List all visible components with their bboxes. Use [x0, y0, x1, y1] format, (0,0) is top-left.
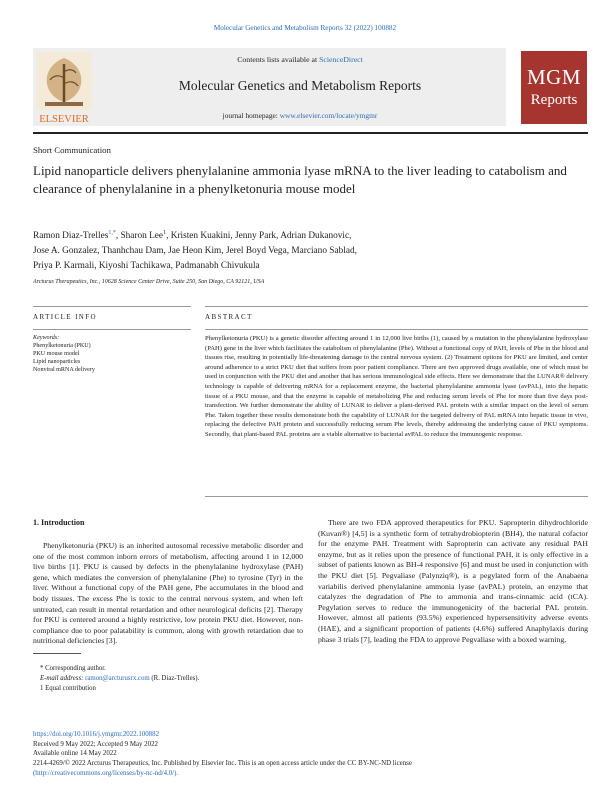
- keyword-item: PKU mouse model: [33, 351, 80, 357]
- authors-line2: Jose A. Gonzalez, Thanhchau Dam, Jae Heon Kim, Jerel Boyd Vega, Marciano Sablad,: [33, 246, 357, 257]
- homepage-link[interactable]: www.elsevier.com/locate/ymgmr: [279, 111, 378, 120]
- affiliation: Arcturus Therapeutics, Inc., 10628 Science Center Drive, Suite 250, San Diego, CA 92121, USA: [33, 279, 265, 285]
- cover-mgm-text: MGM: [526, 65, 581, 89]
- abstract-divider: [205, 306, 588, 307]
- article-info-divider: [33, 306, 191, 307]
- doi-link[interactable]: https://doi.org/10.1016/j.ymgmr.2022.100882: [33, 731, 160, 738]
- abstract-divider-2: [205, 329, 588, 330]
- equal-contribution-note: 1 Equal contribution: [40, 685, 96, 692]
- email-link[interactable]: ramon@arcturusrx.com: [85, 675, 150, 682]
- elsevier-logo: [33, 50, 95, 126]
- intro-paragraph-right: There are two FDA approved therapeutics for PKU. Sapropterin dihydrochloride (Kuvan®) [4,5] is a synthetic form of tetrahydrobiopterin (BH4), the natural cofactor for the enzyme PAH. Treatment with Sapropterin can activate any residual PAH enzyme, but as it relies upon the presence of functional PAH, it is only effective in a subset of patients known as BH-4 responsive [6] and must be used in conjunction with the PKU diet [5]. Pegvaliase (Palynziq®), is a pegylated form of the Anabaena variabilis derived phenylalanine ammonia lyase (avPAL) protein, an enzyme that catalyzes the degradation of Phe to ammonia and trans-cinnamic acid (tCA). Pegylation serves to reduce the immunogenicity of the bacterial PAL protein. However, almost all patients (93.5%) experienced hypersensitivity adverse events (HAE), and a significant proportion of patients (4.6%) suffered Anaphylaxis during phase 3 trials [7], leading the FDA to approve Pegvaliase with a boxed warning,: [318, 518, 588, 644]
- cover-reports-text: Reports: [530, 92, 578, 108]
- author-list: [33, 226, 593, 274]
- author-marks[interactable]: 1,*: [108, 230, 116, 236]
- footnotes: [40, 664, 310, 694]
- journal-homepage: [100, 111, 500, 120]
- article-info-heading: ARTICLE INFO: [33, 313, 98, 321]
- email-note: [40, 674, 310, 684]
- journal-cover-thumbnail[interactable]: [521, 51, 587, 124]
- paper-title: Lipid nanoparticle delivers phenylalanine ammonia lyase mRNA to the liver leading to catabolism and clearance of phenylalanine in a phenylketonuria mouse model: [33, 163, 567, 196]
- footnote-divider: [33, 653, 81, 654]
- received-dates: Received 9 May 2022; Accepted 9 May 2022: [33, 740, 158, 748]
- keyword-item: Nonviral mRNA delivery: [33, 367, 95, 373]
- authors-line1-end: , Kristen Kuakini, Jenny Park, Adrian Dukanovic,: [166, 231, 352, 242]
- keyword-item: Phenylketonuria (PKU): [33, 343, 91, 349]
- email-owner: (R. Diaz-Trelles).: [149, 675, 200, 682]
- available-online: Available online 14 May 2022: [33, 750, 117, 758]
- contents-available: [100, 55, 500, 64]
- author-mark-2: 1: [163, 230, 167, 236]
- keywords-block: [33, 334, 191, 374]
- sciencedirect-link[interactable]: ScienceDirect: [319, 55, 363, 64]
- article-info-divider-2: [33, 329, 191, 330]
- keywords-label: Keywords:: [33, 335, 60, 341]
- abstract-body: Phenylketonuria (PKU) is a genetic disorder affecting around 1 in 12,000 live births (1), caused by a mutation in the phenylalanine hydroxylase (PAH) gene in the liver which facilitates the catabolism of phenylalanine (Phe). Without a functional copy of PAH, levels of Phe in the blood and tissues rise, resulting in potentially life-threatening damage to the central nervous system. (2) Treatment options for PKU are limited, and center around adherence to a strict PKU diet that suffers from poor patient compliance. There are two approved drugs available, one of which must be used in conjunction with the PKU diet and another that has serious immunological side effects. Here we demonstrate that the LUNAR® delivery technology is capable of delivering mRNA for a replacement enzyme, the bacterial phenylalanine ammonia lyase (avPAL), into the hepatic tissue of a PKU mouse, and that the enzyme is capable of metabolizing Phe and reducing serum levels of Phe for more than five days post-transfection. We further demonstrate the ability of LUNAR to deliver a plant-derived PAL protein with a similar impact on the level of serum Phe. Taken together these results demonstrate both the capability of LUNAR for the targeted delivery of PAL mRNA into hepatic tissue in vivo, replacing the defective PAH protein and successfully reducing serum Phe levels, thereby addressing the underlying cause of PKU symptoms. Secondly, that plant-based PAL proteins are a viable alternative to bacterial avPAL to reduce the immunogenic response.: [205, 335, 588, 438]
- journal-title[interactable]: Molecular Genetics and Metabolism Reports: [178, 78, 422, 93]
- journal-citation[interactable]: Molecular Genetics and Metabolism Reports 32 (2022) 100882: [213, 24, 397, 32]
- email-label: E-mail address:: [40, 675, 86, 682]
- license-text: 2214-4269/© 2022 Arcturus Therapeutics, Inc. Published by Elsevier Inc. This is an open access article under the CC BY-NC-ND license: [33, 760, 412, 768]
- abstract-heading: ABSTRACT: [205, 313, 253, 321]
- keyword-item: Lipid nanoparticles: [33, 359, 81, 365]
- author-second: , Sharon Lee: [115, 231, 164, 242]
- authors-line3: Priya P. Karmali, Kiyoshi Tachikawa, Padmanabh Chivukula: [33, 261, 260, 272]
- homepage-prefix: journal homepage:: [222, 111, 280, 120]
- header-divider: [33, 132, 588, 134]
- intro-paragraph-left: Phenylketonuria (PKU) is an inherited autosomal recessive metabolic disorder and one of the most common inborn errors of metabolism, affecting around 1 in 12,000 live births [1]. PKU is caused by defects in the phenylalanine hydroxylase (PAH) gene, which mediates the conversion of phenylalanine (Phe) to tyrosine (Tyr) in the liver. Without a functional copy of the PAH gene, Phe accumulates in the blood and body tissues. The excess Phe is toxic to the central nervous system, and when left untreated, can result in mental retardation and other neurological deficits [2]. Therapy for PKU is centered around a highly restrictive, low protein PKU diet. However, non-compliance due to poor palatability is common, along with growth retardation due to nutritional deficiencies [3].: [33, 541, 303, 646]
- elsevier-logo-text: ELSEVIER: [39, 114, 89, 125]
- abstract-bottom-divider: [205, 496, 588, 497]
- article-metadata: [33, 730, 588, 779]
- article-type: Short Communication: [33, 145, 111, 155]
- section-heading-introduction: 1. Introduction: [33, 518, 85, 527]
- license-link[interactable]: (http://creativecommons.org/licenses/by-nc-nd/4.0/).: [33, 769, 179, 777]
- corresponding-note: * Corresponding author.: [40, 665, 106, 672]
- contents-prefix: Contents lists available at: [237, 55, 320, 64]
- author-first[interactable]: Ramon Diaz-Trelles: [33, 231, 109, 242]
